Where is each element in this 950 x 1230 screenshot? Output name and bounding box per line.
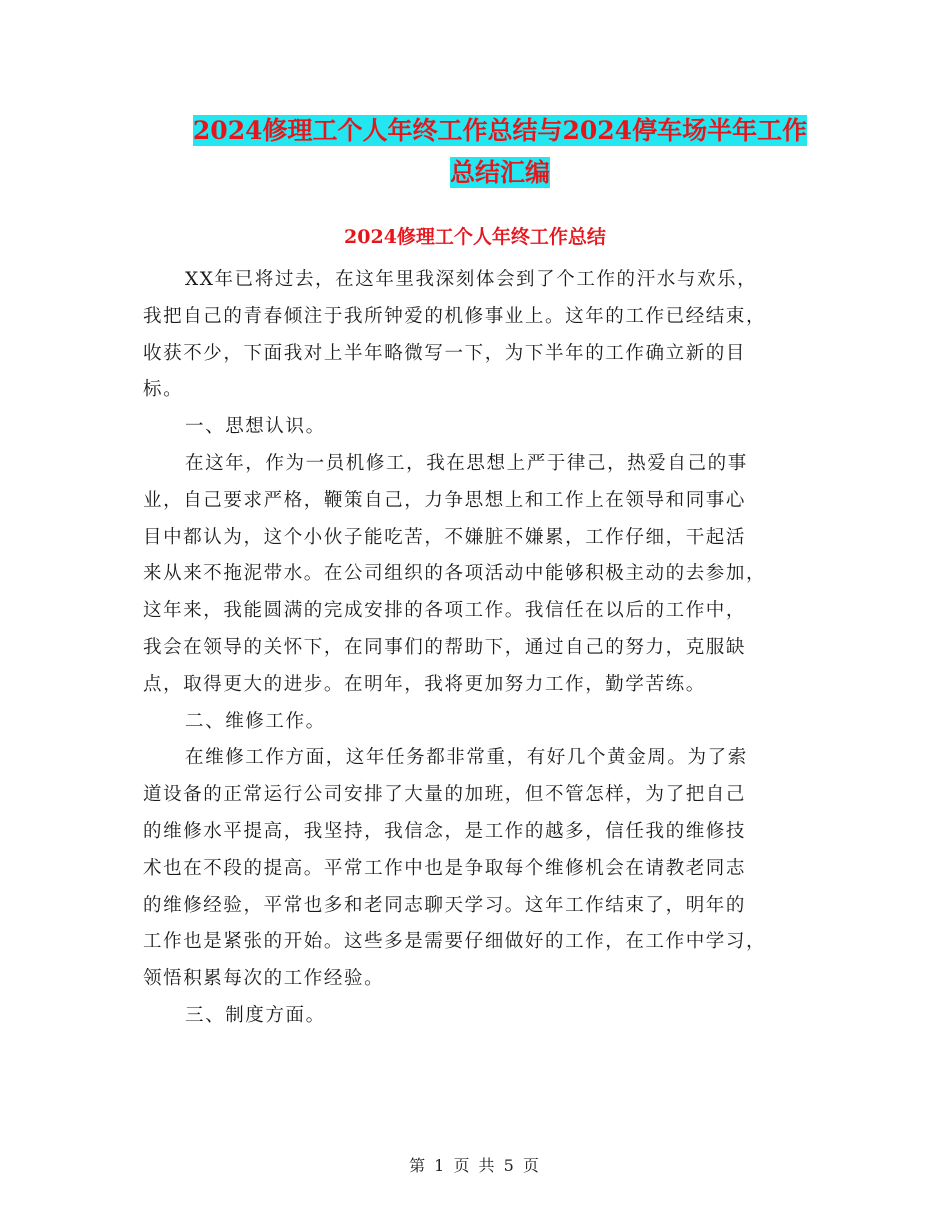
paragraph-line: 道设备的正常运行公司安排了大量的加班，但不管怎样，为了把自己 (143, 784, 747, 806)
section-title: 2024修理工个人年终工作总结 (344, 226, 606, 248)
paragraph-line: 在这年，作为一员机修工，我在思想上严于律己，热爱自己的事 (185, 452, 748, 474)
document-title-line-1 (150, 110, 850, 152)
paragraph-line: 我会在领导的关怀下，在同事们的帮助下，通过自己的努力，克服缺 (143, 636, 747, 658)
paragraph-line: 三、制度方面。 (185, 1004, 326, 1026)
paragraph (143, 740, 813, 998)
document-title-line-2 (150, 152, 850, 194)
paragraph-line: 术也在不段的提高。平常工作中也是争取每个维修机会在请教老同志 (143, 857, 747, 879)
paragraph-line: 我把自己的青春倾注于我所钟爱的机修事业上。这年的工作已经结束， (143, 305, 767, 327)
paragraph-line: 领悟积累每次的工作经验。 (143, 968, 385, 990)
paragraph-line: 业，自己要求严格，鞭策自己，力争思想上和工作上在领导和同事心 (143, 489, 747, 511)
paragraph (143, 262, 813, 409)
document-body (143, 262, 813, 1035)
title-highlight: 总结汇编 (449, 158, 550, 187)
paragraph-line: 标。 (143, 379, 184, 401)
paragraph-line: 来从来不拖泥带水。在公司组织的各项活动中能够积极主动的去参加， (143, 563, 767, 585)
page-footer: 第 1 页 共 5 页 (409, 1156, 541, 1175)
paragraph (143, 446, 813, 704)
paragraph-line: 一、思想认识。 (185, 416, 326, 438)
paragraph-line: 目中都认为，这个小伙子能吃苦，不嫌脏不嫌累，工作仔细，干起活 (143, 526, 747, 548)
paragraph-line: 二、维修工作。 (185, 710, 326, 732)
paragraph-line: 的维修经验，平常也多和老同志聊天学习。这年工作结束了，明年的 (143, 894, 747, 916)
paragraph-line: 收获不少，下面我对上半年略微写一下，为下半年的工作确立新的目 (143, 342, 747, 364)
paragraph (143, 704, 813, 741)
paragraph (143, 998, 813, 1035)
title-highlight: 2024修理工个人年终工作总结与2024停车场半年工作 (192, 116, 808, 145)
paragraph-line: 在维修工作方面，这年任务都非常重，有好几个黄金周。为了索 (185, 747, 748, 769)
paragraph-line: 点，取得更大的进步。在明年，我将更加努力工作，勤学苦练。 (143, 673, 706, 695)
paragraph-line: 工作也是紧张的开始。这些多是需要仔细做好的工作，在工作中学习， (143, 931, 767, 953)
paragraph (143, 409, 813, 446)
paragraph-line: 这年来，我能圆满的完成安排的各项工作。我信任在以后的工作中， (143, 600, 747, 622)
paragraph-line: 的维修水平提高，我坚持，我信念，是工作的越多，信任我的维修技 (143, 820, 747, 842)
paragraph-line: XX年已将过去，在这年里我深刻体会到了个工作的汗水与欢乐， (185, 269, 758, 290)
